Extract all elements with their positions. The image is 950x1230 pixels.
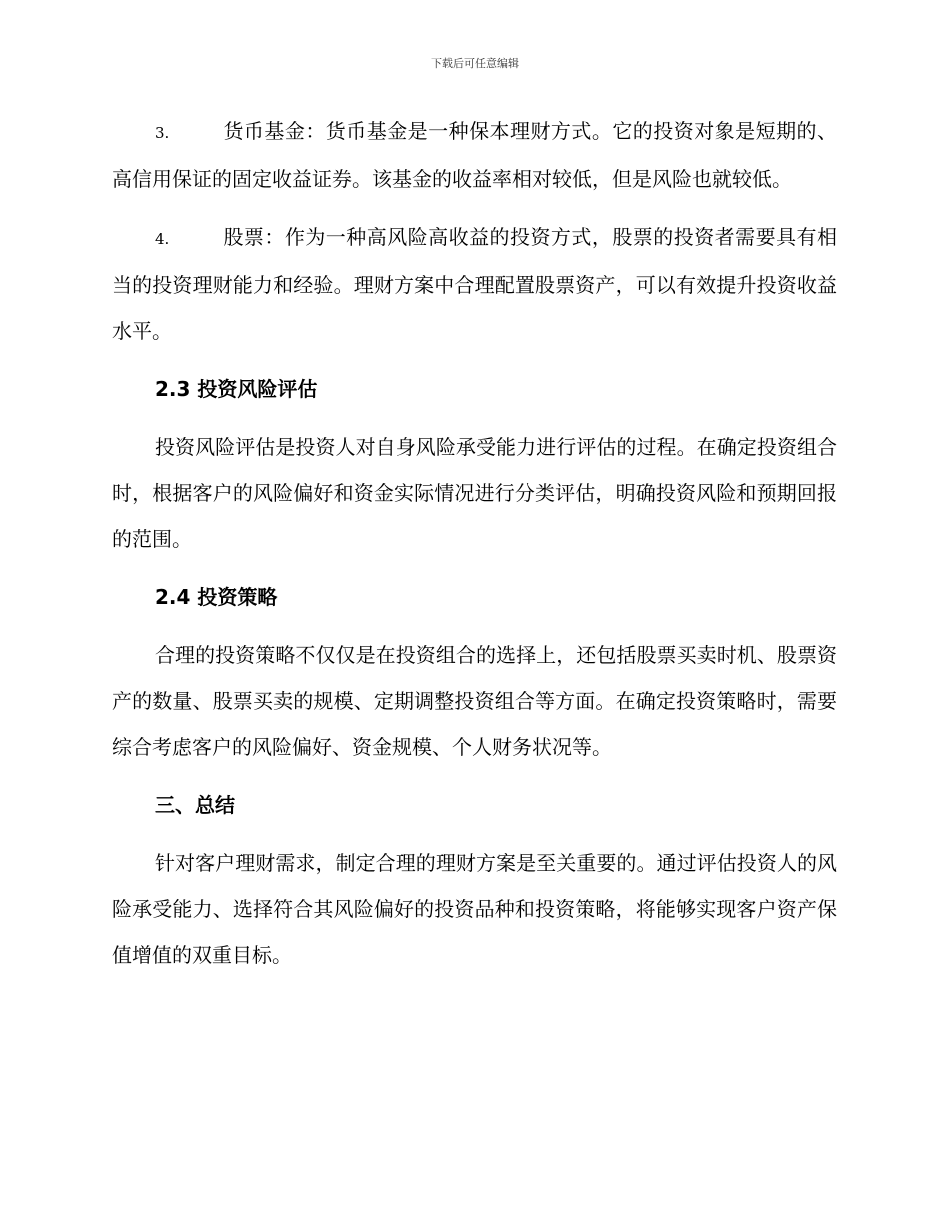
section-heading-summary: 三、总结 [155,793,235,817]
paragraph-summary: 针对客户理财需求，制定合理的理财方案是至关重要的。通过评估投资人的风险承受能力、选择符合其风险偏好的投资品种和投资策略，将能够实现客户资产保值增值的双重目标。 [112,851,837,967]
list-item-text: 股票：作为一种高风险高收益的投资方式，股票的投资者需要具有相当的投资理财能力和经验。理财方案中合理配置股票资产，可以有效提升投资收益水平。 [112,225,837,343]
list-item-money-fund [112,108,837,202]
list-number: 3. [155,124,170,142]
list-number: 4. [155,230,170,248]
document-body [112,108,837,990]
list-item-text: 货币基金：货币基金是一种保本理财方式。它的投资对象是短期的、高信用保证的固定收益证券。该基金的收益率相对较低，但是风险也就较低。 [112,119,837,191]
paragraph-investment-strategy: 合理的投资策略不仅仅是在投资组合的选择上，还包括股票买卖时机、股票资产的数量、股票买卖的规模、定期调整投资组合等方面。在确定投资策略时，需要综合考虑客户的风险偏好、资金规模、个人财务状况等。 [112,643,837,759]
section-heading-investment-strategy: 2.4 投资策略 [155,585,278,609]
page-header: 下载后可任意编辑 [431,57,519,70]
section-heading-risk-assessment: 2.3 投资风险评估 [155,377,318,401]
paragraph-risk-assessment: 投资风险评估是投资人对自身风险承受能力进行评估的过程。在确定投资组合时，根据客户的风险偏好和资金实际情况进行分类评估，明确投资风险和预期回报的范围。 [112,435,837,551]
list-item-stocks [112,214,837,354]
